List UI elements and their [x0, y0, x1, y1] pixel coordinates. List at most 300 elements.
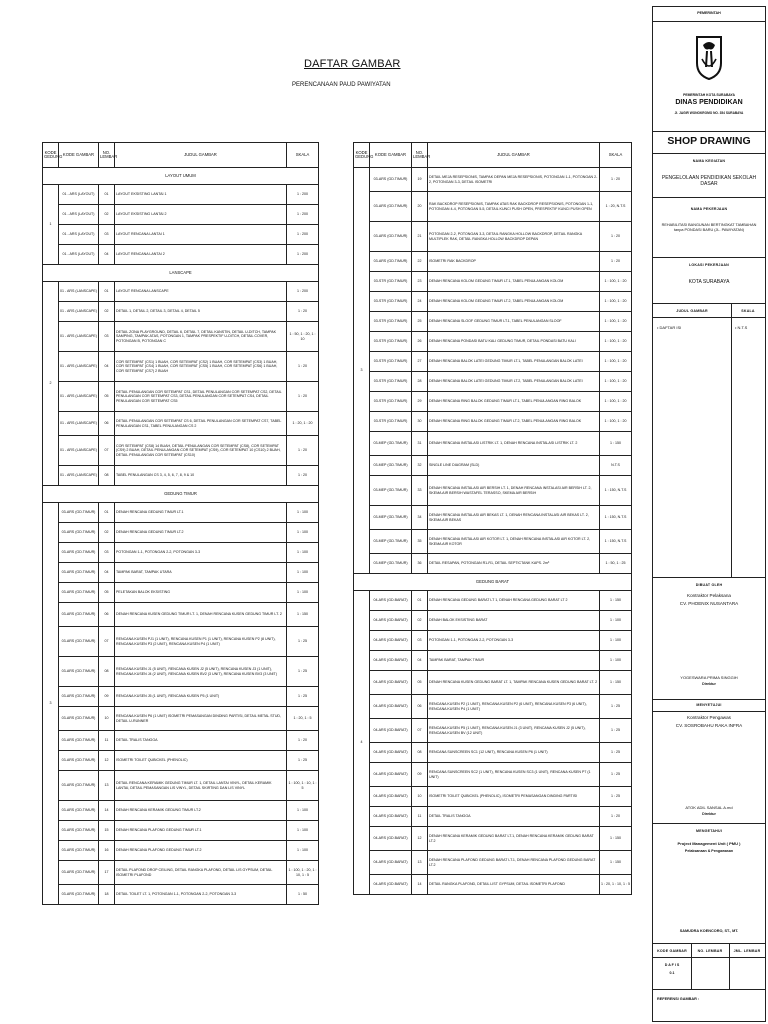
table-row: [43, 885, 319, 905]
table-row: [354, 352, 632, 372]
drawing-title: RENCANA KUSEN J1 (5 UNIT), RENCANA KUSEN J2 (5 UNIT), RENCANA KUSEN J3 (1 UNIT), RENCANA KUSEN J4 (2 UNIT), RENCANA KUSEN BV2 (3 UNIT), RENCANA KUSEN BV3 (3 UNIT): [115, 657, 287, 687]
sheet-number: 12: [99, 751, 115, 771]
drawing-title: LAYOUT RENCANA LANSCAPE: [115, 282, 287, 302]
drawing-title: DENAH RENCANA PLAFOND GEDUNG TIMUR LT.1: [115, 821, 287, 841]
drawing-code: 03-ARS (GD.TIMUR): [59, 841, 99, 861]
drawing-scale: 1 : 100, 1 : 20: [600, 412, 632, 432]
label-no-lembar: NO. LEMBAR: [697, 949, 723, 953]
drawing-scale: 1 : 200: [287, 205, 319, 225]
table-row: [354, 554, 632, 574]
drawing-title: DETAIL 1, DETAIL 2, DETAIL 3, DETAIL 4, DETAIL 5: [115, 302, 287, 322]
sheet-number: 01: [99, 282, 115, 302]
drawing-title: ISOMETRI RAK BACKDROP: [428, 252, 600, 272]
drawing-code: 04-ARS (GD.BARAT): [370, 827, 412, 851]
drawing-title: DETAIL MEJA RESEPSIONIS, TAMPAK DEPAN MEJA RESEPSIONIS, POTONGAN 1-1, POTONGAN 2-2, POTONGAN 3-3, DETAIL ISOMETRI: [428, 168, 600, 192]
drawing-title: DENAH RENCANA RING BALOK GEDUNG TIMUR LT.2, TABEL PENULANGAN RING BALOK: [428, 412, 600, 432]
label-menyetujui: MENYETUJUI: [696, 703, 722, 707]
drawing-scale: 1 : 50, 1 : 20, 1 : 10: [287, 322, 319, 352]
drawing-code: 04-ARS (GD.BARAT): [370, 743, 412, 763]
table-row: [354, 743, 632, 763]
value-skala: • N.T.S: [735, 325, 748, 330]
drawing-title: RENCANA SUNSCREEN SC1 (12 UNIT), RENCANA KUSEN P6 (1 UNIT): [428, 743, 600, 763]
col-header-no: NO. LEMBAR: [412, 143, 428, 168]
sheet-number: 02: [412, 611, 428, 631]
drawing-scale: 1 : 20: [287, 382, 319, 412]
sheet-number: 36: [412, 554, 428, 574]
drawing-title: DETAIL TOILET LT. 1, POTONGAN 1-1, POTONGAN 2-2, POTONGAN 3-3: [115, 885, 287, 905]
table-row: [43, 771, 319, 801]
table-row: [354, 272, 632, 292]
drawing-title: POTONGAN 1-1, POTONGAN 2-2, POTONGAN 3-3: [428, 631, 600, 651]
table-row: [354, 222, 632, 252]
sheet-number: 30: [412, 412, 428, 432]
table-row: [43, 563, 319, 583]
drawing-scale: 1 : 50, 1 : 25: [600, 554, 632, 574]
table-row: [43, 821, 319, 841]
col-header-skala: SKALA: [287, 143, 319, 168]
drawing-scale: 1 : 25: [600, 787, 632, 807]
sheet-number: 34: [412, 506, 428, 530]
drawing-title: DENAH RENCANA KUSEN GEDUNG TIMUR LT. 1, DENAH RENCANA KUSEN GEDUNG TIMUR LT. 2: [115, 603, 287, 627]
drawing-scale: 1 : 25: [600, 743, 632, 763]
sheet-number: 01: [99, 185, 115, 205]
drawing-title: RENCANA KUSEN P6 (1 UNIT) ISOMETRI PEMASANGAN DINDING PARTISI, DETAIL METAL STUD, DETAIL U-RUNNER: [115, 707, 287, 731]
drawing-code: 04-ARS (GD.BARAT): [370, 695, 412, 719]
drawing-title: COR SETEMPAT (CS1) 1 BUAH, COR SETEMPAT (CS2) 1 BUAH, COR SETEMPAT (CS3) 1 BUAH, COR SETEMPAT (CS4) 1 BUAH, COR SETEMPAT (CS5) 1 BUAH, COR SETEMPAT (CS6) 1 BUAH, COR SETEMPAT (CS7) 2 BUAH: [115, 352, 287, 382]
col-header-judul: JUDUL GAMBAR: [115, 143, 287, 168]
page-subtitle: PERENCANAAN PAUD PAWIYATAN: [292, 82, 391, 88]
drawing-scale: 1 : 20: [287, 302, 319, 322]
drawing-code: 03-ARS (GD.TIMUR): [370, 168, 412, 192]
sheet-number: 06: [412, 695, 428, 719]
col-header-group: KODE GEDUNG: [43, 143, 59, 168]
drawing-title: DENAH RENCANA PLAFOND GEDUNG BARAT LT.1, DENAH RENCANA PLAFOND GEDUNG BARAT LT.2: [428, 851, 600, 875]
section-row: [43, 265, 319, 282]
drawing-list-table-left: [42, 142, 319, 905]
col-header-skala: SKALA: [600, 143, 632, 168]
drawing-code: 03-STR (GD.TIMUR): [370, 292, 412, 312]
table-row: [43, 707, 319, 731]
drawing-code: 03-ARS (GD.TIMUR): [370, 252, 412, 272]
drawing-code: 04-ARS (GD.BARAT): [370, 651, 412, 671]
drawing-scale: 1 : 100, 1 : 20: [600, 272, 632, 292]
sheet-number: 03: [99, 543, 115, 563]
drawing-title: DETAIL PENULANGAN COR SETEMPAT CS1, DETAIL PENULANGAN COR SETEMPAT CS2, DETAIL PENULANGAN COR SETEMPAT CS3, DETAIL PENULANGAN COR SETEMPAT CS4, DETAIL PENULANGAN COR SETEMPAT CS5: [115, 382, 287, 412]
drawing-title: ISOMETRI TOILET QUBICKEL (PHENOLIC): [115, 751, 287, 771]
drawing-title: DENAH RENCANA INSTALASI AIR KOTOR LT. 1, DENAH RENCANA INSTALASI AIR KOTOR LT. 2, SKEMA AIR KOTOR: [428, 530, 600, 554]
drawing-code: 03-MEP (GD.TIMUR): [370, 506, 412, 530]
drawing-code: 01 - ARS (LANSCAPE): [59, 352, 99, 382]
sheet-number: 11: [99, 731, 115, 751]
drawing-scale: 1 : 100, 1 : 20: [600, 292, 632, 312]
label-dibuat-oleh: DIBUAT OLEH: [695, 583, 723, 587]
sheet-number: 02: [99, 205, 115, 225]
drawing-code: 03-STR (GD.TIMUR): [370, 272, 412, 292]
value-dibuat-person: YOGESWARA PRIMA SINGGIH: [680, 675, 738, 680]
drawing-title: DETAIL RENCANA KERAMIK GEDUNG TIMUR LT. 1, DETAIL LANTAI VINYL, DETAIL KERAMIK LANTAI, DETAIL PEMASANGAN LIS VINYL, DETAIL SKIRTING DAN LIS VINYL: [115, 771, 287, 801]
drawing-scale: 1 : 150: [600, 827, 632, 851]
drawing-scale: 1 : 100, 1 : 20: [600, 392, 632, 412]
drawing-title: DENAH RENCANA PONDASI BATU KALI GEDUNG TIMUR, DETAIL PONDASI BATU KALI: [428, 332, 600, 352]
table-header-row: [354, 143, 632, 168]
drawing-scale: 1 : 20: [600, 168, 632, 192]
drawing-scale: 1 : 100: [287, 821, 319, 841]
table-row: [43, 225, 319, 245]
drawing-type: SHOP DRAWING: [667, 135, 751, 147]
table-row: [43, 603, 319, 627]
drawing-scale: 1 : 150, N.T.S: [600, 476, 632, 506]
drawing-title: LAYOUT RENCANA LANTAI 2: [115, 245, 287, 265]
table-row: [354, 456, 632, 476]
table-row: [354, 252, 632, 272]
section-row: [43, 486, 319, 503]
table-row: [43, 583, 319, 603]
table-row: [43, 245, 319, 265]
table-row: [43, 185, 319, 205]
city-emblem-icon: [693, 33, 725, 81]
drawing-code: 04-ARS (GD.BARAT): [370, 671, 412, 695]
table-row: [354, 292, 632, 312]
value-pmu-person: SAMUDRA KOENCORO, ST., MT.: [679, 929, 739, 933]
drawing-scale: 1 : 25: [287, 657, 319, 687]
drawing-scale: 1 : 100: [287, 801, 319, 821]
table-row: [354, 312, 632, 332]
drawing-scale: 1 : 200: [287, 282, 319, 302]
drawing-scale: 1 : 150: [600, 671, 632, 695]
sheet-number: 27: [412, 352, 428, 372]
table-row: [354, 412, 632, 432]
table-row: [43, 523, 319, 543]
table-row: [43, 205, 319, 225]
drawing-scale: 1 : 100: [287, 523, 319, 543]
drawing-title: PELETAKAN BALOK EKSISTING: [115, 583, 287, 603]
drawing-code: 03-STR (GD.TIMUR): [370, 392, 412, 412]
table-row: [43, 412, 319, 436]
sheet-number: 03: [99, 225, 115, 245]
sheet-number: 07: [412, 719, 428, 743]
table-row: [354, 695, 632, 719]
drawing-scale: 1 : 200: [287, 185, 319, 205]
drawing-scale: 1 : 150: [287, 603, 319, 627]
drawing-scale: 1 : 200: [287, 245, 319, 265]
drawing-scale: 1 : 20: [287, 352, 319, 382]
drawing-code: 03-ARS (GD.TIMUR): [59, 503, 99, 523]
drawing-scale: 1 : 100: [600, 631, 632, 651]
label-nama-pekerjaan: NAMA PEKERJAAN: [690, 207, 728, 211]
drawing-code: 04-ARS (GD.BARAT): [370, 631, 412, 651]
drawing-code: 03-ARS (GD.TIMUR): [59, 801, 99, 821]
table-row: [43, 382, 319, 412]
drawing-code: 04-ARS (GD.BARAT): [370, 763, 412, 787]
table-row: [43, 841, 319, 861]
drawing-code: 03-ARS (GD.TIMUR): [59, 523, 99, 543]
sheet-number: 09: [412, 763, 428, 787]
sheet-number: 35: [412, 530, 428, 554]
drawing-scale: 1 : 100, 1 : 10, 1 : 5: [287, 771, 319, 801]
agency-address: Jl. JAGIR WONOKROMO NO. 354 SURABAYA: [674, 111, 744, 115]
drawing-code: 03-STR (GD.TIMUR): [370, 412, 412, 432]
drawing-code: 03-MEP (GD.TIMUR): [370, 476, 412, 506]
drawing-title: DENAH RENCANA RING BALOK GEDUNG TIMUR LT.1, TABEL PENULANGAN RING BALOK: [428, 392, 600, 412]
sheet-number: 22: [412, 252, 428, 272]
section-title: GEDUNG BARAT: [354, 574, 632, 591]
sheet-number: 02: [99, 302, 115, 322]
drawing-code: 03-ARS (GD.TIMUR): [59, 707, 99, 731]
col-header-judul: JUDUL GAMBAR: [428, 143, 600, 168]
drawing-title: RENCANA KUSEN P2 (1 UNIT), RENCANA KUSEN P2 (6 UNIT), RENCANA KUSEN P3 (6 UNIT), RENCANA KUSEN P4 (1 UNIT): [428, 695, 600, 719]
drawing-code: 01 - ARS (LAYOUT): [59, 205, 99, 225]
table-row: [354, 671, 632, 695]
table-row: [354, 875, 632, 895]
drawing-title: DENAH RENCANA GEDUNG TIMUR LT.2: [115, 523, 287, 543]
drawing-title: LAYOUT EKSISTING LANTAI 1: [115, 185, 287, 205]
sheet-number: 05: [412, 671, 428, 695]
drawing-code: 03-ARS (GD.TIMUR): [59, 603, 99, 627]
section-title: GEDUNG TIMUR: [43, 486, 319, 503]
sheet-number: 03: [412, 631, 428, 651]
drawing-code: 01 - ARS (LAYOUT): [59, 245, 99, 265]
drawing-code: 01 - ARS (LANSCAPE): [59, 322, 99, 352]
value-menyetujui-role: Kontraktor Pengawas: [687, 715, 731, 720]
table-row: [354, 719, 632, 743]
drawing-code: 03-MEP (GD.TIMUR): [370, 432, 412, 456]
drawing-title: RENCANA KUSEN PJ1 (1 UNIT), RENCANA KUSEN P1 (1 UNIT), RENCANA KUSEN P2 (8 UNIT), RENCANA KUSEN P3 (2 UNIT), RENCANA KUSEN P4 (1 UNIT): [115, 627, 287, 657]
drawing-title: SINGLE LINE DIAGRAM (SLD): [428, 456, 600, 476]
drawing-scale: 1 : 100: [287, 583, 319, 603]
drawing-scale: 1 : 150, N.T.S: [600, 506, 632, 530]
drawing-code: 04-ARS (GD.BARAT): [370, 875, 412, 895]
sheet-number: 13: [412, 851, 428, 875]
drawing-title: TAMPAK BARAT, TAMPAK UTARA: [115, 563, 287, 583]
sheet-number: 12: [412, 827, 428, 851]
sheet-number: 15: [99, 821, 115, 841]
value-kode-gambar: D A F I S: [664, 963, 680, 967]
table-row: [43, 731, 319, 751]
drawing-code: 03-ARS (GD.TIMUR): [59, 771, 99, 801]
drawing-scale: 1 : 25: [287, 687, 319, 707]
drawing-code: 01 - ARS (LANSCAPE): [59, 436, 99, 466]
sheet-number: 05: [99, 382, 115, 412]
drawing-scale: N.T.S: [600, 456, 632, 476]
drawing-scale: 1 : 150: [600, 591, 632, 611]
sheet-number: 28: [412, 372, 428, 392]
sheet-number: 04: [99, 245, 115, 265]
group-code: 3: [43, 503, 59, 905]
label-judul-gambar: JUDUL GAMBAR: [676, 309, 708, 313]
drawing-code: 04-ARS (GD.BARAT): [370, 591, 412, 611]
sheet-number: 10: [99, 707, 115, 731]
label-kode-gambar: KODE GAMBAR: [657, 949, 687, 953]
sheet-number: 08: [99, 466, 115, 486]
sheet-number: 05: [99, 583, 115, 603]
drawing-title: DENAH RENCANA KUSEN GEDUNG BARAT LT. 1, TAMPAK RENCANA KUSEN GEDUNG BARAT LT. 2: [428, 671, 600, 695]
drawing-code: 03-ARS (GD.TIMUR): [59, 657, 99, 687]
drawing-scale: 1 : 100, 1 : 20: [600, 352, 632, 372]
drawing-code: 03-ARS (GD.TIMUR): [59, 563, 99, 583]
drawing-scale: 1 : 25: [600, 719, 632, 743]
section-row: [354, 574, 632, 591]
drawing-code: 03-ARS (GD.TIMUR): [59, 627, 99, 657]
drawing-scale: 1 : 100, 1 : 20: [600, 312, 632, 332]
table-row: [354, 651, 632, 671]
table-row: [354, 763, 632, 787]
drawing-scale: 1 : 100, 1 : 20, 1 : 10, 1 : 5: [287, 861, 319, 885]
drawing-title: DENAH BALOK EKSISTING BARAT: [428, 611, 600, 631]
drawing-scale: 1 : 100: [287, 503, 319, 523]
sheet-number: 07: [99, 436, 115, 466]
drawing-title: DETAIL PENULANGAN COR SETEMPAT CS 6, DETAIL PENULANGAN COR SETEMPAT CS7, TABEL PENULANGAN CS1, TABEL PENULANGAN CS 2: [115, 412, 287, 436]
drawing-scale: 1 : 20: [600, 222, 632, 252]
sheet-number: 31: [412, 432, 428, 456]
drawing-scale: 1 : 20, N.T.S: [600, 192, 632, 222]
sheet-number: 04: [99, 563, 115, 583]
drawing-title: DENAH RENCANA BALOK LATEI GEDUNG TIMUR LT.1, TABEL PENULANGAN BALOK LATEI: [428, 352, 600, 372]
table-row: [43, 282, 319, 302]
drawing-scale: 1 : 200: [287, 225, 319, 245]
drawing-scale: 1 : 25: [600, 763, 632, 787]
table-row: [354, 392, 632, 412]
drawing-code: 04-ARS (GD.BARAT): [370, 807, 412, 827]
table-row: [354, 530, 632, 554]
table-row: [354, 168, 632, 192]
drawing-title: DENAH RENCANA BALOK LATEI GEDUNG TIMUR LT.2, TABEL PENULANGAN BALOK LATEI: [428, 372, 600, 392]
sheet-number: 06: [99, 603, 115, 627]
drawing-scale: 1 : 50: [287, 885, 319, 905]
table-row: [43, 543, 319, 563]
col-header-group: KODE GEDUNG: [354, 143, 370, 168]
value-menyetujui-company: CV. SOSROBAHU RAKA INFRA: [675, 723, 743, 728]
value-judul-gambar: • DAFTAR ISI: [657, 325, 682, 330]
drawing-title: DENAH RENCANA KERAMIK GEDUNG BARAT LT.1, DENAH RENCANA KERAMIK GEDUNG BARAT LT.2: [428, 827, 600, 851]
drawing-code: 01 - ARS (LANSCAPE): [59, 302, 99, 322]
drawing-code: 03-ARS (GD.TIMUR): [59, 885, 99, 905]
drawing-scale: 1 : 100: [600, 611, 632, 631]
sheet-number: 06: [99, 412, 115, 436]
sheet-number: 32: [412, 456, 428, 476]
group-code: 1: [43, 185, 59, 265]
drawing-scale: 1 : 100: [600, 651, 632, 671]
sheet-number: 01: [412, 591, 428, 611]
table-row: [354, 611, 632, 631]
drawing-scale: 1 : 100: [287, 841, 319, 861]
drawing-scale: 1 : 20: [287, 436, 319, 466]
drawing-scale: 1 : 150, N.T.S: [600, 530, 632, 554]
drawing-title: POTONGAN 2-2, POTONGAN 3-3, DETAIL RANGKA HOLLOW BACKDROP, DETAIL RANGKA MULTIPLEK RAK, DETAIL RANGKA HOLLOW BACKDROP DEPAN: [428, 222, 600, 252]
sheet-number: 14: [99, 801, 115, 821]
value-dibuat-role: Kontraktor Pelaksana: [687, 593, 731, 598]
drawing-code: 01 - ARS (LANSCAPE): [59, 382, 99, 412]
label-skala: SKALA: [741, 309, 755, 313]
drawing-title: DETAIL TRALIS TANGGA: [115, 731, 287, 751]
drawing-scale: 1 : 20: [287, 466, 319, 486]
drawing-code: 01 - ARS (LAYOUT): [59, 225, 99, 245]
drawing-scale: 1 : 25: [287, 627, 319, 657]
sheet-number: 20: [412, 192, 428, 222]
table-row: [43, 687, 319, 707]
value-lokasi: KOTA SURABAYA: [688, 279, 730, 285]
drawing-code: 03-ARS (GD.TIMUR): [59, 821, 99, 841]
sheet-number: 03: [99, 322, 115, 352]
drawing-title: TABEL PENULANGAN CS 3, 4, 5, 6, 7, 8, 9 & 10: [115, 466, 287, 486]
drawing-code: 01 - ARS (LANSCAPE): [59, 282, 99, 302]
sheet-number: 13: [99, 771, 115, 801]
section-row: [43, 168, 319, 185]
drawing-title: DENAH RENCANA KOLOM GEDUNG TIMUR LT.2, TABEL PENULANGAN KOLOM: [428, 292, 600, 312]
sheet-number: 10: [412, 787, 428, 807]
table-row: [43, 352, 319, 382]
table-row: [43, 861, 319, 885]
sheet-number: 14: [412, 875, 428, 895]
sheet-number: 29: [412, 392, 428, 412]
drawing-title: COR SETEMPAT (CS8) 14 BUAH, DETAIL PENULANGAN COR SETEMPAT (CS8), COR SETEMPAT (CS9) 2 BUAH, DETAIL PENULANGAN COR SETEMPAT (CS9), COR SETEMPAT 10 (CS10) 2 BUAH, DETAIL PENULANGAN COR SETEMPAT (CS10): [115, 436, 287, 466]
table-row: [43, 436, 319, 466]
col-header-no: NO. LEMBAR: [99, 143, 115, 168]
sheet-number: 09: [99, 687, 115, 707]
table-row: [354, 787, 632, 807]
drawing-code: 04-ARS (GD.BARAT): [370, 787, 412, 807]
drawing-title: RAK BACKDROP RESEPSIONIS, TAMPAK ATAS RAK BACKDROP RESEPSIONIS, POTONGAN 1-1, POTONGAN 4-4, POTONGAN 5-5, DETAIL KUNCI PUSH OPEN, PRESPEKTIF KUNCI PUSH OPEN: [428, 192, 600, 222]
drawing-title: LAYOUT EKSISTING LANTAI 2: [115, 205, 287, 225]
drawing-code: 03-MEP (GD.TIMUR): [370, 554, 412, 574]
table-row: [354, 192, 632, 222]
drawing-title: RENCANA SUNSCREEN SC2 (1 UNIT), RENCANA KUSEN SC3 (1 UNIT), RENCANA KUSEN P7 (1 UNIT): [428, 763, 600, 787]
drawing-title: DENAH RENCANA INSTALASI AIR BEKAS LT. 1, DENAH RENCANA INSTALASI AIR BEKAS LT. 2, SKEMA AIR BEKAS: [428, 506, 600, 530]
drawing-code: 04-ARS (GD.BARAT): [370, 719, 412, 743]
value-kode-sub: 0.1: [669, 971, 675, 975]
table-row: [354, 432, 632, 456]
drawing-code: 03-MEP (GD.TIMUR): [370, 456, 412, 476]
drawing-code: 03-STR (GD.TIMUR): [370, 332, 412, 352]
drawing-scale: 1 : 100: [287, 563, 319, 583]
table-row: [43, 751, 319, 771]
sheet-number: 08: [412, 743, 428, 763]
sheet-number: 19: [412, 168, 428, 192]
drawing-title: DENAH RENCANA KOLOM GEDUNG TIMUR LT.1, TABEL PENULANGAN KOLOM: [428, 272, 600, 292]
drawing-code: 01 - ARS (LANSCAPE): [59, 466, 99, 486]
table-row: [43, 801, 319, 821]
drawing-title: LAYOUT RENCANA LANTAI 1: [115, 225, 287, 245]
drawing-title: DENAH RENCANA KERAMIK GEDUNG TIMUR LT.2: [115, 801, 287, 821]
drawing-title: DETAIL PLAFOND DROP CEILING, DETAIL RANGKA PLAFOND, DETAIL LIS GYPSUM, DETAIL ISOMETRI PLAFOND: [115, 861, 287, 885]
drawing-code: 03-ARS (GD.TIMUR): [59, 687, 99, 707]
label-nama-kegiatan: NAMA KEGIATAN: [692, 159, 726, 163]
drawing-title: DENAH RENCANA INSTALASI LISTRIK LT. 1, DENAH RENCANA INSTALASI LISTRIK LT. 2: [428, 432, 600, 456]
table-row: [354, 332, 632, 352]
table-row: [354, 476, 632, 506]
agency-small: PEMERINTAH KOTA SURABAYA: [683, 93, 735, 97]
group-code: 2: [43, 282, 59, 486]
col-header-code: KODE GAMBAR: [370, 143, 412, 168]
drawing-scale: 1 : 20, 1 : 10, 1 : 5: [600, 875, 632, 895]
value-dibuat-company: CV. PHOENIX NUSANTARA: [679, 601, 739, 606]
drawing-scale: 1 : 20, 1 : 5: [287, 707, 319, 731]
sheet-number: 04: [412, 651, 428, 671]
value-menyetujui-person: ATOK ADIL SANSAL A.md: [685, 805, 733, 810]
sheet-number: 08: [99, 657, 115, 687]
table-row: [354, 506, 632, 530]
table-row: [43, 627, 319, 657]
drawing-code: 01 - ARS (LANSCAPE): [59, 412, 99, 436]
drawing-title: TAMPAK BARAT, TAMPAK TIMUR: [428, 651, 600, 671]
table-row: [43, 466, 319, 486]
drawing-title: DENAH RENCANA SLOOF GEDUNG TIMUR LT.1, TABEL PENULANGAN SLOOF: [428, 312, 600, 332]
sheet-number: 01: [99, 503, 115, 523]
drawing-title: POTONGAN 1-1, POTONGAN 2-2, POTONGAN 3-3: [115, 543, 287, 563]
drawing-list-table-right: [353, 142, 632, 895]
table-row: [354, 851, 632, 875]
table-row: [354, 372, 632, 392]
sheet-number: 16: [99, 841, 115, 861]
